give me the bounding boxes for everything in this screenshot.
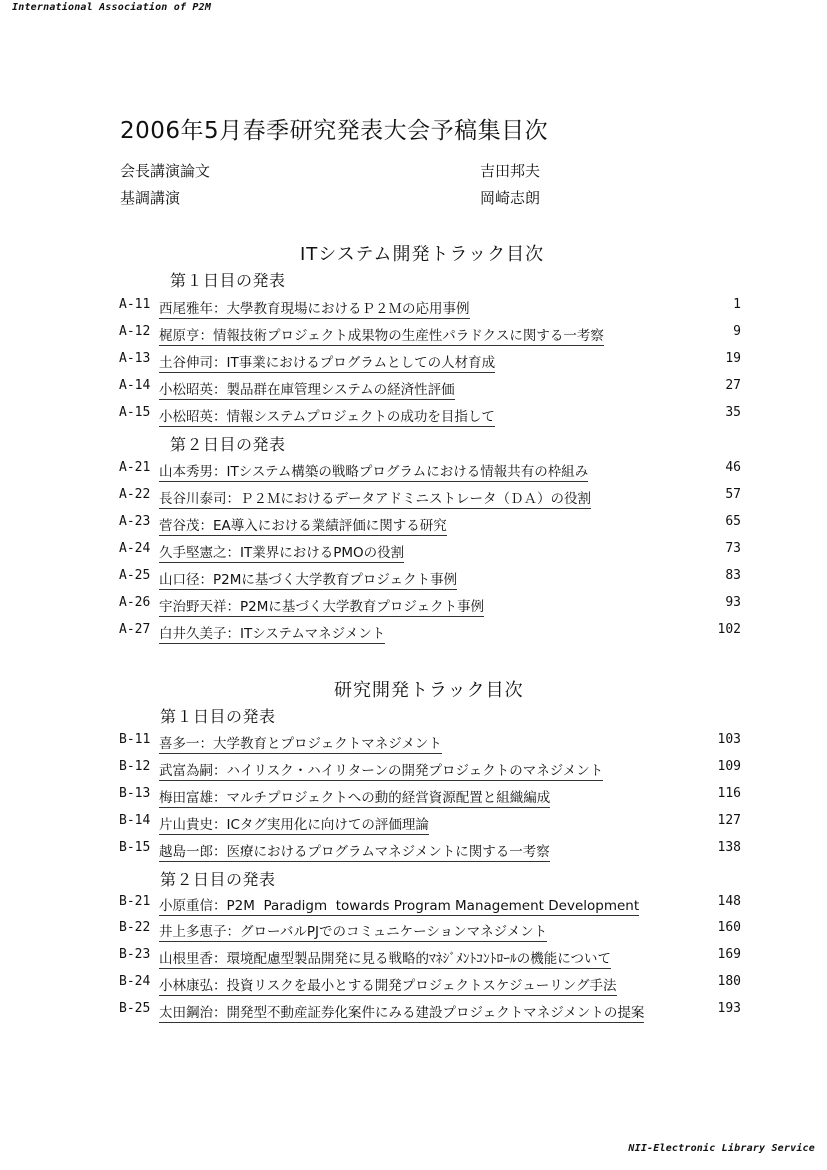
entry-code: A-25: [119, 568, 151, 583]
entry-page: 35: [725, 405, 741, 420]
entry-title-link[interactable]: 梶原亨：情報技術プロジェクト成果物の生産性パラドクスに関する一考察: [159, 324, 604, 346]
toc-entry[interactable]: [119, 324, 741, 344]
entry-title-link[interactable]: 西尾雅年：大學教育現場におけるＰ２Ｍの応用事例: [159, 297, 470, 319]
toc-entry[interactable]: [119, 1001, 741, 1021]
toc-entry[interactable]: [119, 622, 741, 642]
header-label: International Association of P2M: [12, 2, 212, 13]
entry-code: A-26: [119, 595, 151, 610]
entry-page: 109: [717, 759, 741, 774]
entry-title-link[interactable]: 山口径：P2Mに基づく大学教育プロジェクト事例: [159, 568, 457, 590]
entry-page: 46: [725, 460, 741, 475]
entry-title-link[interactable]: 長谷川泰司：Ｐ２Ｍにおけるデータアドミニストレータ（ＤＡ）の役割: [159, 487, 591, 509]
entry-code: A-12: [119, 324, 151, 339]
toc-entry[interactable]: [119, 813, 741, 833]
toc-entry[interactable]: [119, 378, 741, 398]
footer-label: NII-Electronic Library Service: [628, 1143, 815, 1154]
entry-page: 1: [733, 297, 741, 312]
toc-entry[interactable]: [119, 759, 741, 779]
entry-code: A-14: [119, 378, 151, 393]
entry-title-link[interactable]: 梅田富雄：マルチプロジェクトへの動的経営資源配置と組織編成: [159, 786, 550, 808]
entry-title-link[interactable]: 小原重信：P2M Paradigm towards Program Management Development: [159, 894, 639, 916]
entry-title-link[interactable]: 山根里香：環境配慮型製品開発に見る戦略的ﾏﾈｼﾞﾒﾝﾄｺﾝﾄﾛｰﾙの機能について: [159, 947, 611, 969]
entry-title-link[interactable]: 喜多一：大学教育とプロジェクトマネジメント: [159, 732, 442, 754]
entry-page: 19: [725, 351, 741, 366]
toc-entry[interactable]: [119, 894, 741, 914]
toc-entry[interactable]: [119, 947, 741, 967]
entry-code: B-24: [119, 974, 151, 989]
entry-page: 138: [717, 840, 741, 855]
toc-entry[interactable]: [119, 840, 741, 860]
day-heading: 第１日目の発表: [160, 707, 276, 726]
entry-page: 193: [717, 1001, 741, 1016]
entry-title-link[interactable]: 土谷伸司：IT事業におけるプログラムとしての人材育成: [159, 351, 495, 373]
toc-entry[interactable]: [119, 541, 741, 561]
keynote-name-2: 岡崎志朗: [480, 189, 541, 207]
toc-entry[interactable]: [119, 405, 741, 425]
entry-page: 9: [733, 324, 741, 339]
entry-title-link[interactable]: 井上多恵子：グローバルPJでのコミュニケーションマネジメント: [159, 920, 547, 942]
entry-title-link[interactable]: 太田鋼治：開発型不動産証券化案件にみる建設プロジェクトマネジメントの提案: [159, 1001, 644, 1023]
toc-entry[interactable]: [119, 568, 741, 588]
page-title: 2006年5月春季研究発表大会予稿集目次: [120, 118, 549, 144]
entry-page: 148: [717, 894, 741, 909]
entry-title-link[interactable]: 久手堅憲之：IT業界におけるPMOの役割: [159, 541, 404, 563]
entry-page: 160: [717, 920, 741, 935]
toc-entry[interactable]: [119, 351, 741, 371]
entry-page: 93: [725, 595, 741, 610]
toc-entry[interactable]: [119, 460, 741, 480]
entry-code: B-23: [119, 947, 151, 962]
entry-code: B-25: [119, 1001, 151, 1016]
entry-code: A-15: [119, 405, 151, 420]
entry-code: B-12: [119, 759, 151, 774]
entry-title-link[interactable]: 山本秀男：ITシステム構築の戦略プログラムにおける情報共有の枠組み: [159, 460, 588, 482]
entry-title-link[interactable]: 小松昭英：情報システムプロジェクトの成功を目指して: [159, 405, 495, 427]
entry-code: A-11: [119, 297, 151, 312]
entry-page: 103: [717, 732, 741, 747]
entry-page: 27: [725, 378, 741, 393]
entry-title-link[interactable]: 小松昭英：製品群在庫管理システムの経済性評価: [159, 378, 455, 400]
day-heading: 第２日目の発表: [160, 870, 276, 889]
toc-entry[interactable]: [119, 595, 741, 615]
entry-code: B-15: [119, 840, 151, 855]
toc-entry[interactable]: [119, 786, 741, 806]
entry-code: B-13: [119, 786, 151, 801]
entry-title-link[interactable]: 宇治野天祥：P2Mに基づく大学教育プロジェクト事例: [159, 595, 484, 617]
keynote-label-1: 会長講演論文: [120, 162, 211, 180]
entry-code: A-13: [119, 351, 151, 366]
entry-title-link[interactable]: 菅谷茂：EA導入における業績評価に関する研究: [159, 514, 447, 536]
entry-page: 65: [725, 514, 741, 529]
toc-entry[interactable]: [119, 974, 741, 994]
toc-entry[interactable]: [119, 920, 741, 940]
entry-title-link[interactable]: 白井久美子：ITシステムマネジメント: [159, 622, 385, 644]
toc-entry[interactable]: [119, 732, 741, 752]
section-heading-it: ITシステム開発トラック目次: [300, 244, 545, 265]
entry-page: 116: [717, 786, 741, 801]
entry-code: B-21: [119, 894, 151, 909]
keynote-name-1: 吉田邦夫: [480, 162, 541, 180]
entry-page: 102: [717, 622, 741, 637]
day-heading: 第２日目の発表: [170, 435, 286, 454]
entry-title-link[interactable]: 小林康弘：投資リスクを最小とする開発プロジェクトスケジューリング手法: [159, 974, 617, 996]
toc-entry[interactable]: [119, 297, 741, 317]
entry-code: B-11: [119, 732, 151, 747]
toc-entry[interactable]: [119, 514, 741, 534]
day-heading: 第１日目の発表: [170, 271, 286, 290]
entry-page: 169: [717, 947, 741, 962]
entry-code: B-14: [119, 813, 151, 828]
toc-entry[interactable]: [119, 487, 741, 507]
section-heading-rd: 研究開発トラック目次: [334, 680, 524, 701]
entry-page: 83: [725, 568, 741, 583]
entry-title-link[interactable]: 武富為嗣：ハイリスク・ハイリターンの開発プロジェクトのマネジメント: [159, 759, 603, 781]
entry-code: A-24: [119, 541, 151, 556]
entry-code: A-21: [119, 460, 151, 475]
entry-code: A-27: [119, 622, 151, 637]
entry-page: 127: [717, 813, 741, 828]
keynote-label-2: 基調講演: [120, 189, 181, 207]
entry-code: A-22: [119, 487, 151, 502]
entry-page: 73: [725, 541, 741, 556]
entry-title-link[interactable]: 片山貴史：ICタグ実用化に向けての評価理論: [159, 813, 429, 835]
entry-page: 180: [717, 974, 741, 989]
entry-code: A-23: [119, 514, 151, 529]
entry-title-link[interactable]: 越島一郎：医療におけるプログラムマネジメントに関する一考察: [159, 840, 550, 862]
entry-code: B-22: [119, 920, 151, 935]
entry-page: 57: [725, 487, 741, 502]
